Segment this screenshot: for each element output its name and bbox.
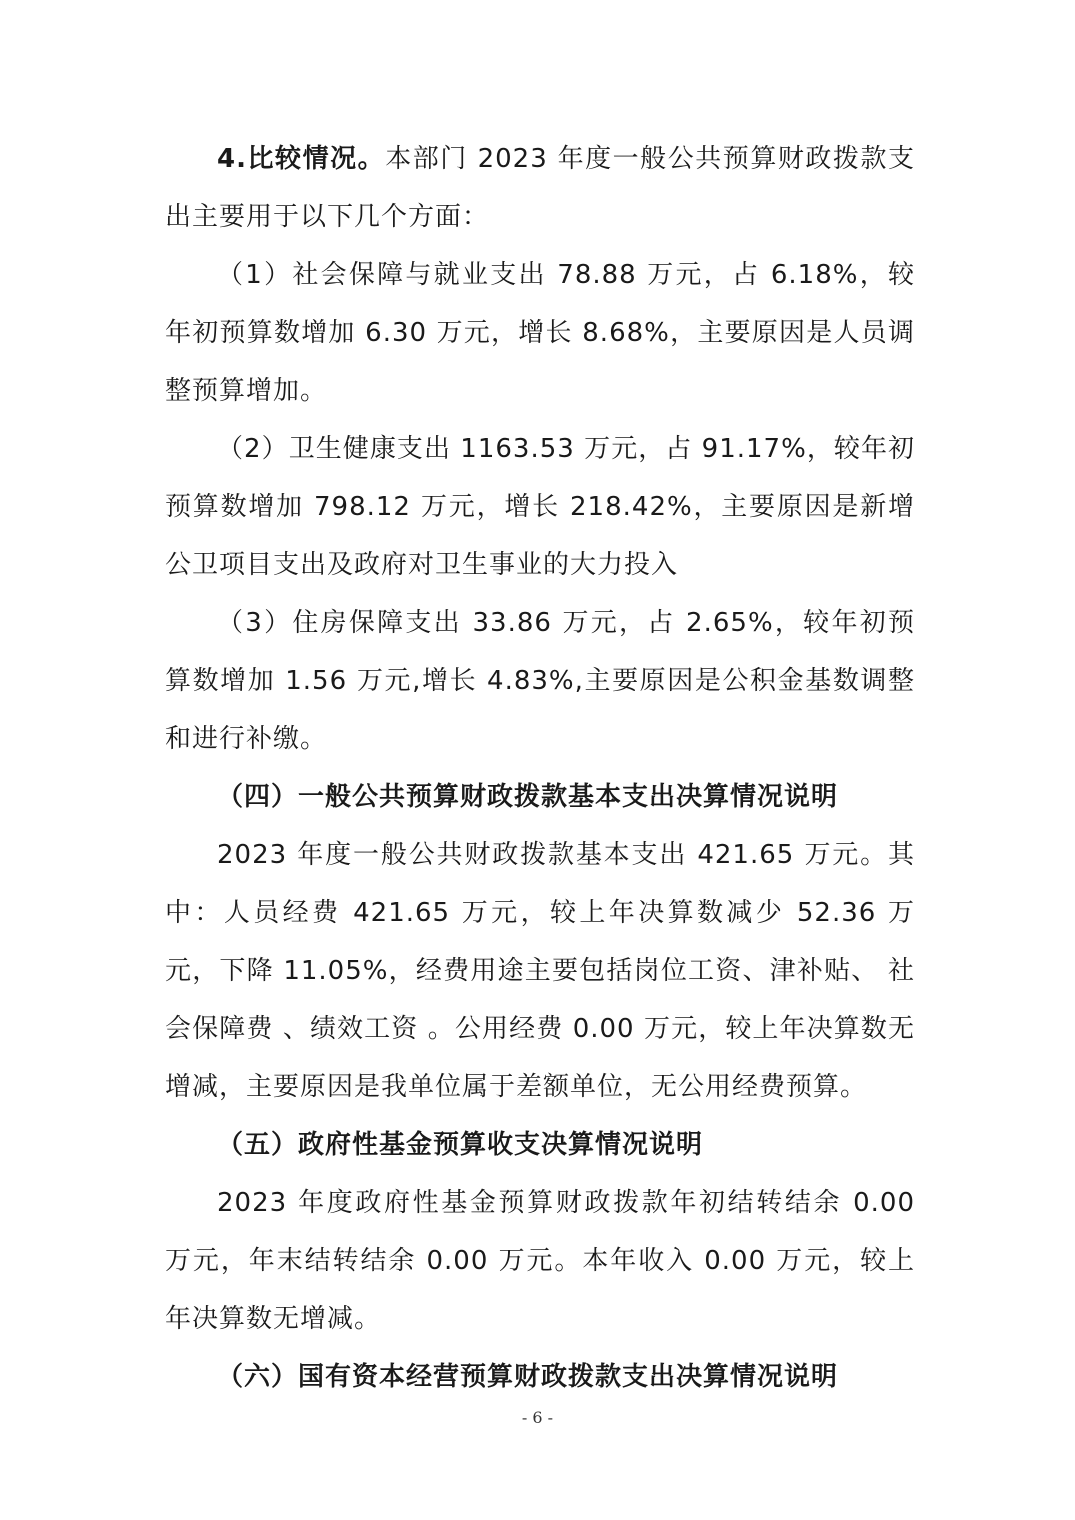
paragraph-social-security: （1）社会保障与就业支出 78.88 万元，占 6.18%，较年初预算数增加 6.30 万元，增长 8.68%，主要原因是人员调整预算增加。 — [165, 260, 915, 406]
paragraph-lead: 4.比较情况。 — [217, 144, 386, 174]
paragraph-government-fund: 2023 年度政府性基金预算财政拨款年初结转结余 0.00 万元，年末结转结余 0.00 万元。本年收入 0.00 万元，较上年决算数无增减。 — [165, 1188, 915, 1334]
document-body — [165, 130, 915, 1406]
paragraph-basic-expenditure: 2023 年度一般公共财政拨款基本支出 421.65 万元。其中：人员经费 421.65 万元，较上年决算数减少 52.36 万元，下降 11.05%，经费用途主要包括岗位工资、津补贴、 社会保障费 、绩效工资 。公用经费 0.00 万元，较上年决算数无增减，主要原因是我单位属于差额单位，无公用经费预算。 — [165, 840, 915, 1102]
section-heading-5: （五）政府性基金预算收支决算情况说明 — [217, 1130, 704, 1160]
section-heading-6: （六）国有资本经营预算财政拨款支出决算情况说明 — [217, 1362, 839, 1392]
paragraph-comparison — [165, 130, 915, 246]
paragraph-health: （2）卫生健康支出 1163.53 万元，占 91.17%，较年初预算数增加 798.12 万元，增长 218.42%，主要原因是新增公卫项目支出及政府对卫生事业的大力投入 — [165, 434, 915, 580]
paragraph-text: 本部门 2023 年度一般公共预算财政拨款支出主要用于以下几个方面： — [165, 144, 915, 232]
section-heading-4: （四）一般公共预算财政拨款基本支出决算情况说明 — [217, 782, 839, 812]
paragraph-housing: （3）住房保障支出 33.86 万元，占 2.65%，较年初预算数增加 1.56 万元,增长 4.83%,主要原因是公积金基数调整 和进行补缴。 — [165, 608, 915, 754]
page-number: - 6 - — [521, 1408, 554, 1427]
